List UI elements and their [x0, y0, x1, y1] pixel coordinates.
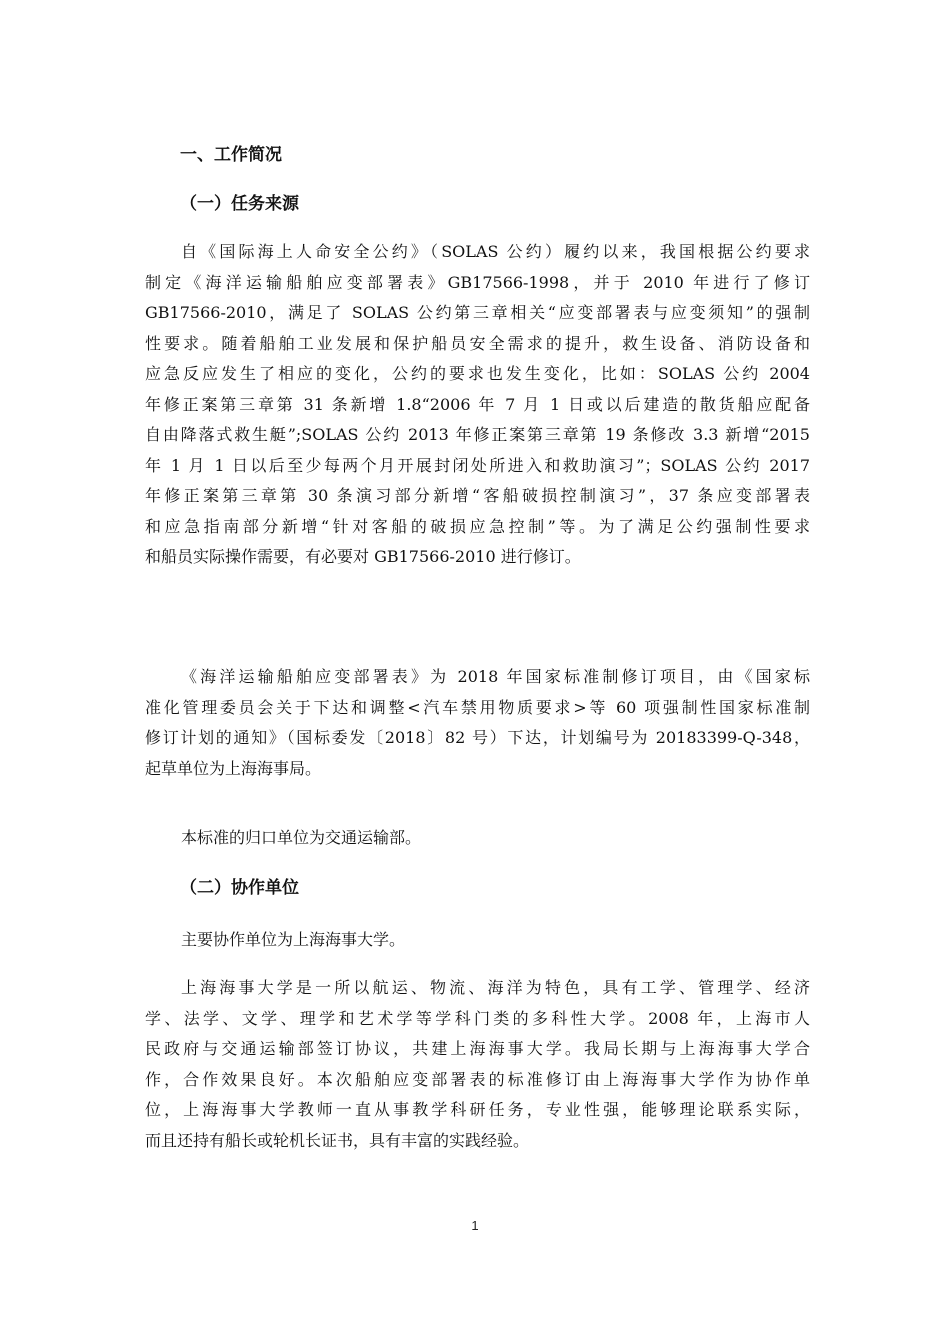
paragraph-line: 而且还持有船长或轮机长证书，具有丰富的实践经验。	[145, 1130, 530, 1150]
paragraph-line: 年修正案第三章第 31 条新增 1.8“2006 年 7 月 1 日或以后建造的散货船应配备	[145, 394, 810, 414]
paragraph-line: 性要求。随着船舶工业发展和保护船员安全需求的提升，救生设备、消防设备和	[145, 333, 810, 353]
paragraph-line: 修订计划的通知》（国标委发〔2018〕82 号）下达，计划编号为 20183399-Q-348，	[145, 728, 810, 747]
paragraph-line: 《海洋运输船舶应变部署表》为 2018 年国家标准制修订项目，由《国家标	[181, 667, 810, 686]
paragraph-line: 位，上海海事大学教师一直从事教学科研任务，专业性强，能够理论联系实际，	[145, 1100, 810, 1119]
paragraph-line: 应急反应发生了相应的变化，公约的要求也发生变化，比如：SOLAS 公约 2004	[145, 364, 810, 383]
paragraph-line: 上海海事大学是一所以航运、物流、海洋为特色，具有工学、管理学、经济	[181, 978, 810, 997]
section-heading-work-overview: 一、工作简况	[180, 145, 282, 165]
paragraph-main-cooperating-unit: 主要协作单位为上海海事大学。	[181, 930, 406, 949]
paragraph-line: 和船员实际操作需要，有必要对 GB17566-2010 进行修订。	[145, 547, 581, 566]
paragraph-line: GB17566-2010，满足了 SOLAS 公约第三章相关“应变部署表与应变须知”的强制	[145, 303, 810, 322]
subsection-heading-task-source: （一）任务来源	[180, 194, 299, 214]
paragraph-standard-project	[145, 662, 810, 784]
paragraph-line: 年 1 月 1 日以后至少每两个月开展封闭处所进入和救助演习”；SOLAS 公约 2017	[145, 455, 810, 475]
paragraph-line: 制定《海洋运输船舶应变部署表》GB17566-1998，并于 2010 年进行了修订	[145, 272, 810, 292]
paragraph-line: 和应急指南部分新增“针对客船的破损应急控制”等。为了满足公约强制性要求	[145, 516, 810, 536]
paragraph-line: 准化管理委员会关于下达和调整<汽车禁用物质要求>等 60 项强制性国家标准制	[145, 697, 810, 717]
paragraph-line: 年修正案第三章第 30 条演习部分新增“客船破损控制演习”，37 条应变部署表	[145, 486, 810, 505]
paragraph-responsible-unit: 本标准的归口单位为交通运输部。	[181, 828, 422, 847]
page-number: 1	[471, 1218, 479, 1233]
paragraph-line: 民政府与交通运输部签订协议，共建上海海事大学。我局长期与上海海事大学合	[145, 1039, 810, 1058]
paragraph-line: 自《国际海上人命安全公约》（SOLAS 公约）履约以来，我国根据公约要求	[181, 242, 810, 261]
subsection-heading-cooperating-unit: （二）协作单位	[180, 878, 299, 898]
paragraph-university-description	[145, 973, 810, 1156]
paragraph-line: 起草单位为上海海事局。	[145, 758, 322, 778]
paragraph-line: 学、法学、文学、理学和艺术学等学科门类的多科性大学。2008 年，上海市人	[145, 1008, 810, 1028]
paragraph-line: 自由降落式救生艇”;SOLAS 公约 2013 年修正案第三章第 19 条修改 3.3 新增“2015	[145, 425, 810, 444]
paragraph-line: 作，合作效果良好。本次船舶应变部署表的标准修订由上海海事大学作为协作单	[145, 1069, 810, 1089]
paragraph-task-source	[145, 237, 810, 573]
